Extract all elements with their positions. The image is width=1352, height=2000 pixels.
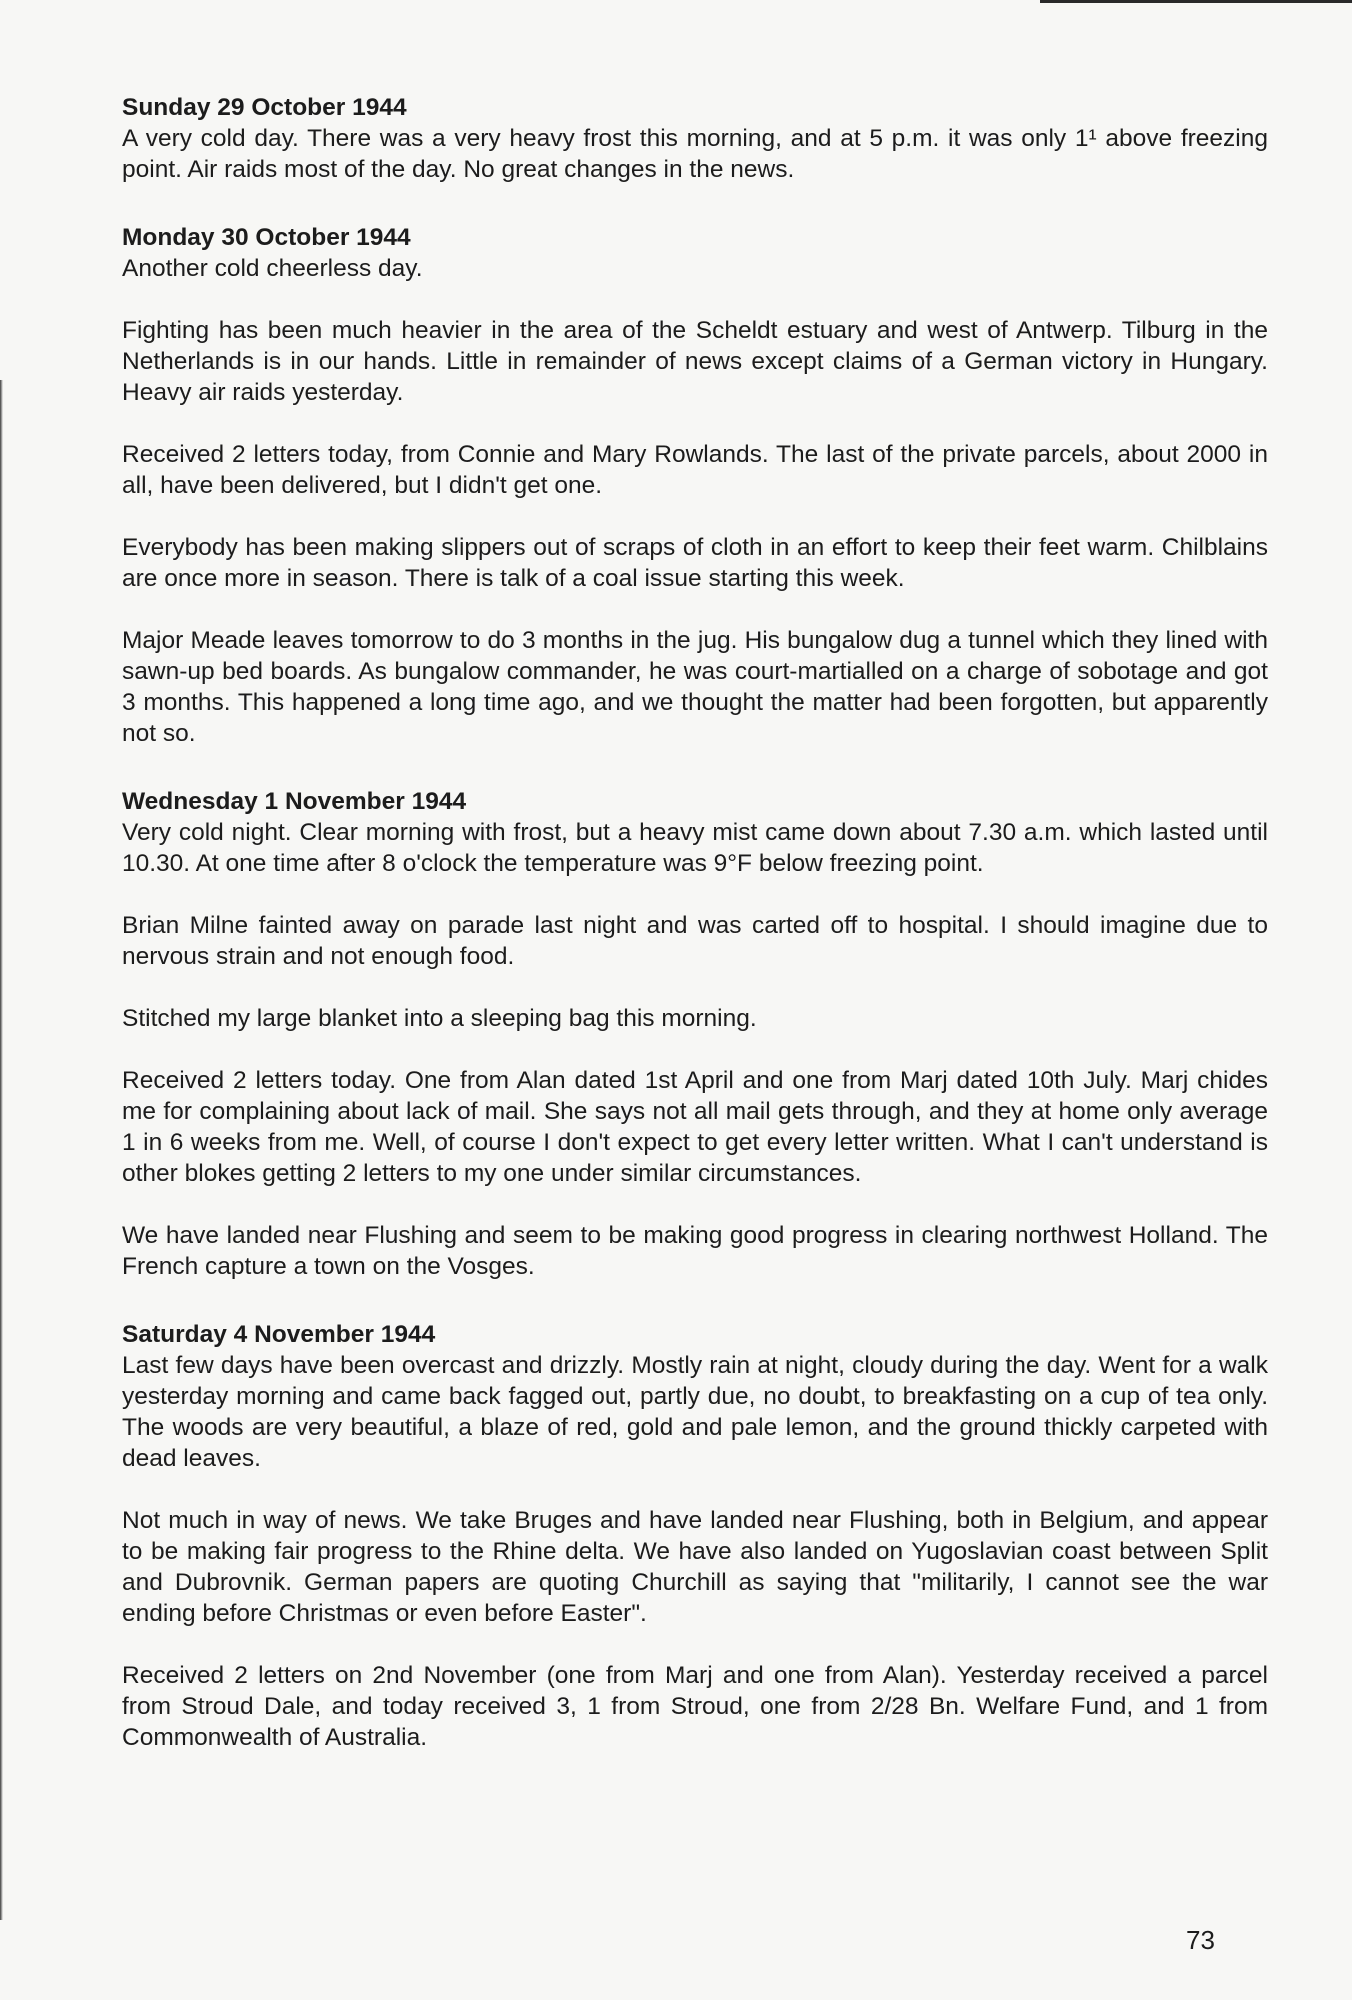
diary-entry-2 bbox=[122, 222, 1268, 749]
entry-paragraph: Major Meade leaves tomorrow to do 3 months in the jug. His bungalow dug a tunnel which they lined with sawn-up bed boards. As bungalow commander, he was court-martialled on a charge of sobotage and got 3 months. This happened a long time ago, and we thought the matter had been forgotten, but apparently not so. bbox=[122, 627, 1268, 747]
diary-page-content bbox=[122, 92, 1268, 1790]
diary-entry-1 bbox=[122, 92, 1268, 185]
entry-date: Wednesday 1 November 1944 bbox=[122, 788, 467, 815]
entry-paragraph: We have landed near Flushing and seem to be making good progress in clearing northwest Holland. The French capture a town on the Vosges. bbox=[122, 1222, 1268, 1280]
entry-paragraph: Stitched my large blanket into a sleeping bag this morning. bbox=[122, 1005, 757, 1032]
page-edge-shadow bbox=[0, 380, 3, 1920]
diary-entry-4 bbox=[122, 1319, 1268, 1753]
entry-paragraph: Last few days have been overcast and drizzly. Mostly rain at night, cloudy during the day. Went for a walk yesterday morning and came back fagged out, partly due, no doubt, to breakfasting on a cup of tea only. The woods are very beautiful, a blaze of red, gold and pale lemon, and the ground thickly carpeted with dead leaves. bbox=[122, 1352, 1268, 1472]
entry-paragraph: Fighting has been much heavier in the area of the Scheldt estuary and west of Antwerp. Tilburg in the Netherlands is in our hands. Little in remainder of news except claims of a German victory in Hungary. Heavy air raids yesterday. bbox=[122, 317, 1268, 406]
entry-paragraph: Very cold night. Clear morning with frost, but a heavy mist came down about 7.30 a.m. which lasted until 10.30. At one time after 8 o'clock the temperature was 9°F below freezing point. bbox=[122, 819, 1268, 877]
entry-paragraph: Another cold cheerless day. bbox=[122, 255, 423, 282]
diary-entry-3 bbox=[122, 786, 1268, 1282]
top-edge-rule bbox=[1040, 0, 1352, 3]
entry-date: Sunday 29 October 1944 bbox=[122, 94, 407, 121]
entry-date: Saturday 4 November 1944 bbox=[122, 1321, 436, 1348]
entry-paragraph: Brian Milne fainted away on parade last night and was carted off to hospital. I should imagine due to nervous strain and not enough food. bbox=[122, 912, 1268, 970]
entry-paragraph: Received 2 letters today, from Connie and Mary Rowlands. The last of the private parcels, about 2000 in all, have been delivered, but I didn't get one. bbox=[122, 441, 1268, 499]
entry-date: Monday 30 October 1944 bbox=[122, 224, 411, 251]
page-number: 73 bbox=[1186, 1925, 1215, 1955]
entry-paragraph: Everybody has been making slippers out of scraps of cloth in an effort to keep their feet warm. Chilblains are once more in season. There is talk of a coal issue starting this week. bbox=[122, 534, 1268, 592]
entry-paragraph: Received 2 letters on 2nd November (one from Marj and one from Alan). Yesterday received a parcel from Stroud Dale, and today received 3, 1 from Stroud, one from 2/28 Bn. Welfare Fund, and 1 from Commonwealth of Australia. bbox=[122, 1662, 1268, 1751]
entry-paragraph: Received 2 letters today. One from Alan dated 1st April and one from Marj dated 10th July. Marj chides me for complaining about lack of mail. She says not all mail gets through, and they at home only average 1 in 6 weeks from me. Well, of course I don't expect to get every letter written. What I can't understand is other blokes getting 2 letters to my one under similar circumstances. bbox=[122, 1067, 1268, 1187]
entry-paragraph: Not much in way of news. We take Bruges and have landed near Flushing, both in Belgium, and appear to be making fair progress to the Rhine delta. We have also landed on Yugoslavian coast between Split and Dubrovnik. German papers are quoting Churchill as saying that "militarily, I cannot see the war ending before Christmas or even before Easter". bbox=[122, 1507, 1268, 1627]
entry-paragraph: A very cold day. There was a very heavy frost this morning, and at 5 p.m. it was only 1¹ above freezing point. Air raids most of the day. No great changes in the news. bbox=[122, 125, 1268, 183]
